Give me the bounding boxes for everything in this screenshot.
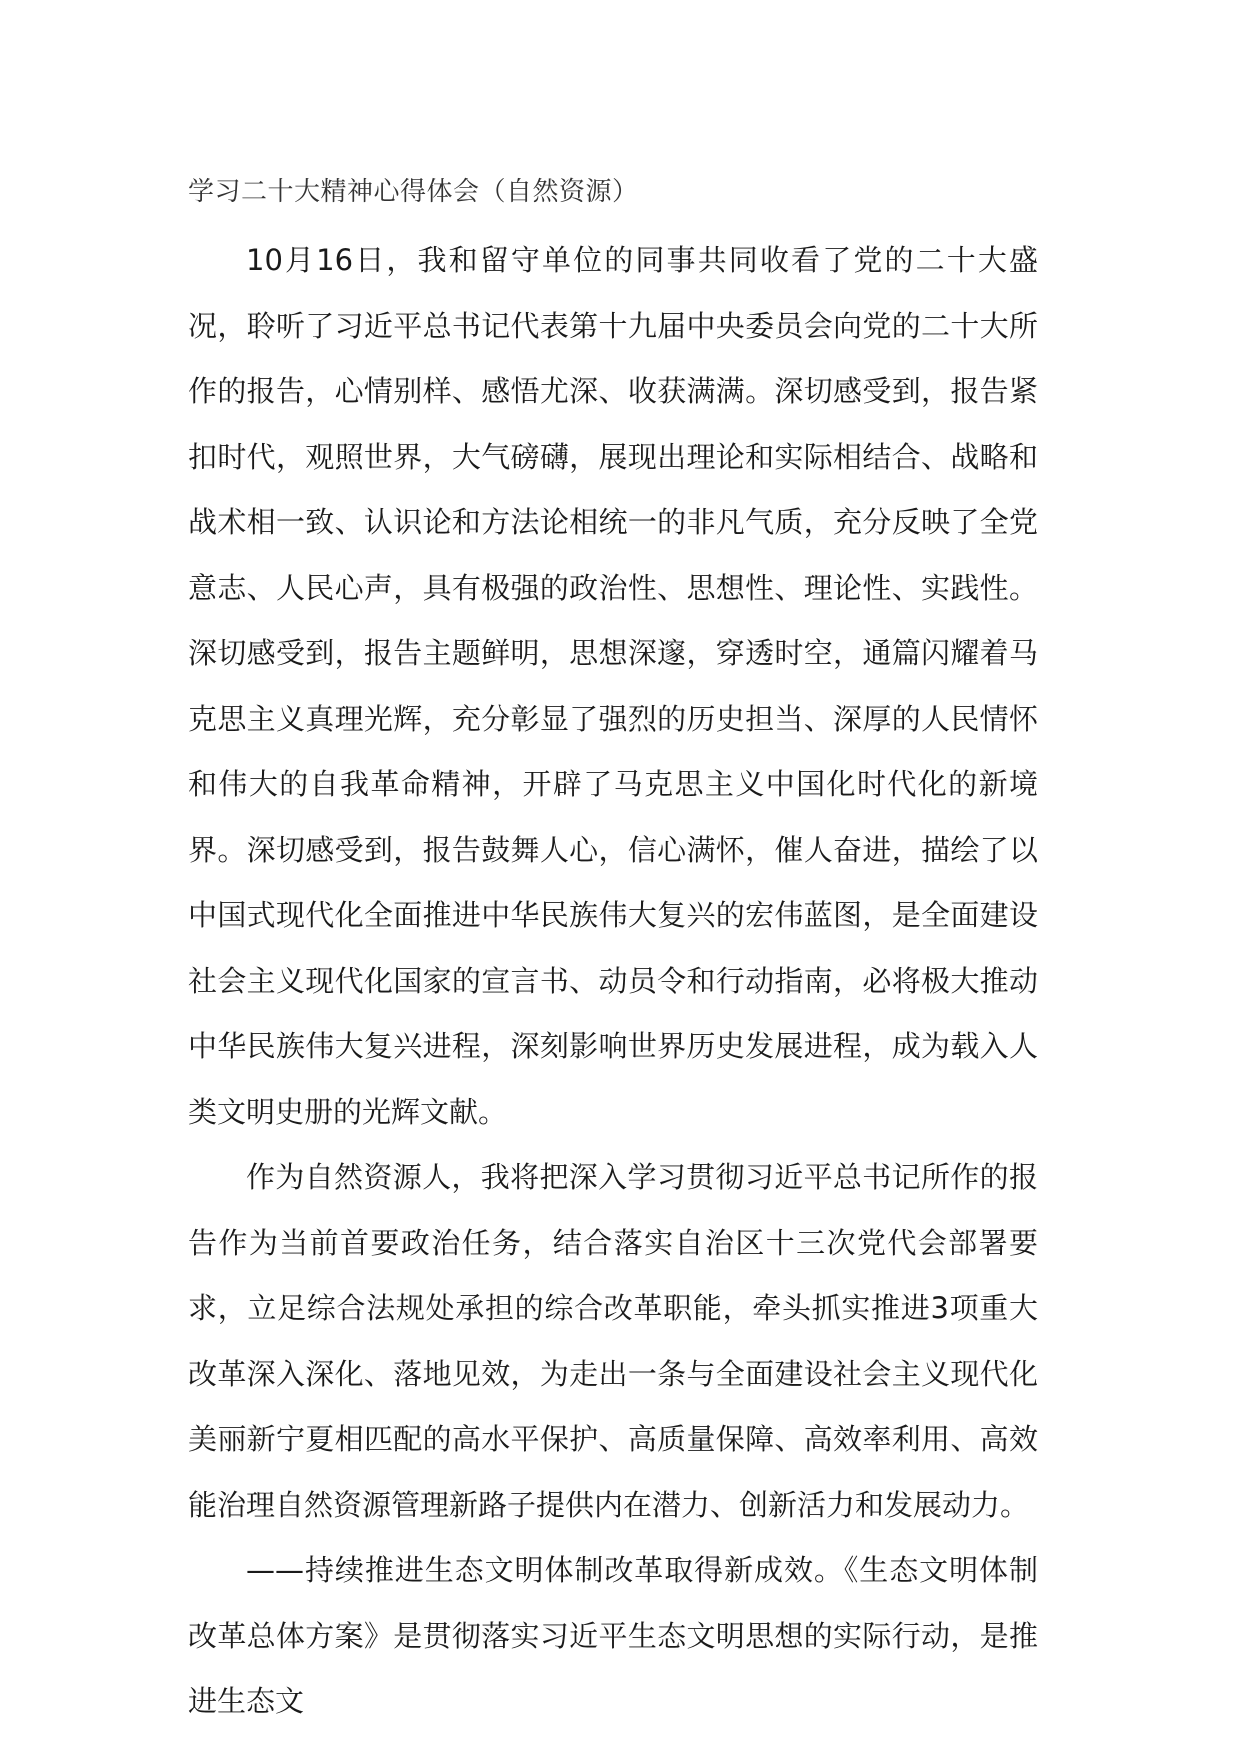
paragraph-3: ——持续推进生态文明体制改革取得新成效。《生态文明体制改革总体方案》是贯彻落实习近平生态文明思想的实际行动，是推进生态文 (188, 1553, 1038, 1718)
document-body (188, 172, 1038, 1735)
document-title: 学习二十大精神心得体会（自然资源） (188, 177, 639, 207)
paragraph-2: 作为自然资源人，我将把深入学习贯彻习近平总书记所作的报告作为当前首要政治任务，结合落实自治区十三次党代会部署要求，立足综合法规处承担的综合改革职能，牵头抓实推进3项重大改革深入深化、落地见效，为走出一条与全面建设社会主义现代化美丽新宁夏相匹配的高水平保护、高质量保障、高效率利用、高效能治理自然资源管理新路子提供内在潜力、创新活力和发展动力。 (188, 1160, 1038, 1522)
paragraph-1: 10月16日，我和留守单位的同事共同收看了党的二十大盛况，聆听了习近平总书记代表第十九届中央委员会向党的二十大所作的报告，心情别样、感悟尤深、收获满满。深切感受到，报告紧扣时代，观照世界，大气磅礴，展现出理论和实际相结合、战略和战术相一致、认识论和方法论相统一的非凡气质，充分反映了全党意志、人民心声，具有极强的政治性、思想性、理论性、实践性。深切感受到，报告主题鲜明，思想深邃，穿透时空，通篇闪耀着马克思主义真理光辉，充分彰显了强烈的历史担当、深厚的人民情怀和伟大的自我革命精神，开辟了马克思主义中国化时代化的新境界。深切感受到，报告鼓舞人心，信心满怀，催人奋进，描绘了以中国式现代化全面推进中华民族伟大复兴的宏伟蓝图，是全面建设社会主义现代化国家的宣言书、动员令和行动指南，必将极大推动中华民族伟大复兴进程，深刻影响世界历史发展进程，成为载入人类文明史册的光辉文献。 (188, 243, 1038, 1129)
